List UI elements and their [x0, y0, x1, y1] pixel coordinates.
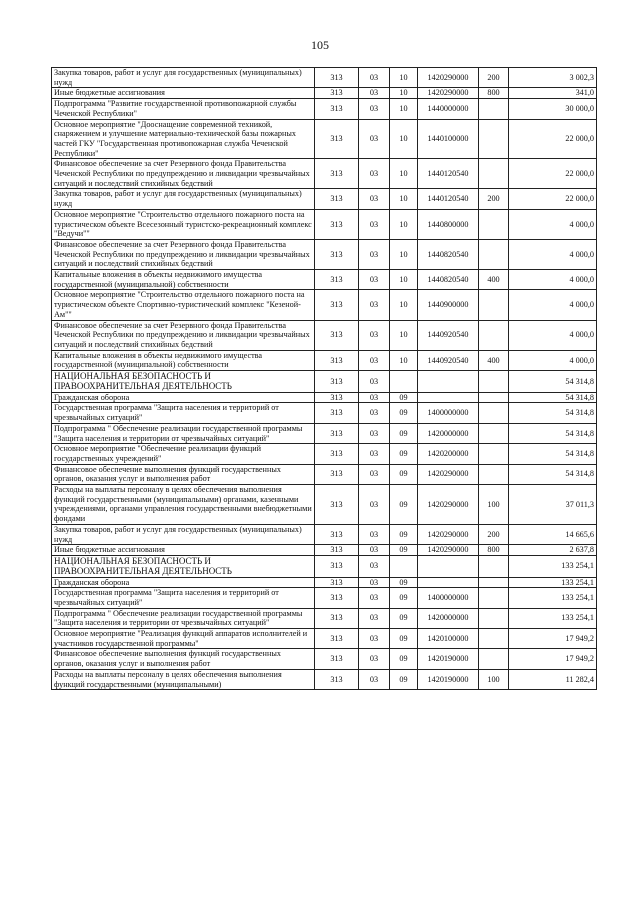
row-expense-type-cell [479, 608, 509, 628]
row-section-cell: 03 [359, 209, 390, 239]
row-section-cell: 03 [359, 99, 390, 119]
row-code-cell: 313 [315, 392, 359, 403]
row-target-article-cell: 1420290000 [418, 88, 479, 99]
table-row [52, 444, 597, 464]
row-name-cell: Основное мероприятие "Строительство отдельного пожарного поста на туристическом объекте Спортивно-туристический комплекс "Кезеной-Ам"" [52, 290, 315, 320]
row-expense-type-cell [479, 577, 509, 588]
table-row [52, 209, 597, 239]
row-section-cell: 03 [359, 119, 390, 159]
table-row [52, 290, 597, 320]
row-amount-cell: 14 665,6 [509, 524, 597, 544]
row-section-cell: 03 [359, 350, 390, 370]
row-code-cell: 313 [315, 68, 359, 88]
row-expense-type-cell: 200 [479, 524, 509, 544]
row-expense-type-cell: 200 [479, 189, 509, 209]
row-subsection-cell: 09 [390, 444, 418, 464]
row-code-cell: 313 [315, 270, 359, 290]
row-name-cell: Закупка товаров, работ и услуг для государственных (муниципальных) нужд [52, 524, 315, 544]
row-section-cell: 03 [359, 629, 390, 649]
table-row [52, 392, 597, 403]
row-expense-type-cell [479, 555, 509, 577]
row-amount-cell: 54 314,8 [509, 464, 597, 484]
row-target-article-cell: 1420190000 [418, 649, 479, 669]
table-row [52, 649, 597, 669]
row-subsection-cell: 10 [390, 119, 418, 159]
row-name-cell: Иные бюджетные ассигнования [52, 545, 315, 556]
table-row [52, 669, 597, 689]
row-target-article-cell: 1440120540 [418, 159, 479, 189]
table-row [52, 189, 597, 209]
row-expense-type-cell: 400 [479, 270, 509, 290]
row-amount-cell: 54 314,8 [509, 423, 597, 443]
row-amount-cell: 133 254,1 [509, 555, 597, 577]
row-name-cell: Расходы на выплаты персоналу в целях обеспечения выполнения функций государственными (муниципальными) органами, казенными учреждениями, органами управления государственными внебюджетными фондами [52, 485, 315, 525]
row-subsection-cell: 09 [390, 464, 418, 484]
table-row [52, 545, 597, 556]
row-code-cell: 313 [315, 189, 359, 209]
table-row [52, 320, 597, 350]
row-target-article-cell: 1440820540 [418, 239, 479, 269]
row-target-article-cell: 1440920540 [418, 350, 479, 370]
row-section-cell: 03 [359, 290, 390, 320]
row-section-cell: 03 [359, 189, 390, 209]
budget-table [51, 67, 597, 690]
row-section-cell: 03 [359, 577, 390, 588]
row-expense-type-cell [479, 99, 509, 119]
row-amount-cell: 4 000,0 [509, 290, 597, 320]
row-expense-type-cell [479, 371, 509, 393]
row-target-article-cell: 1420000000 [418, 423, 479, 443]
row-section-cell: 03 [359, 545, 390, 556]
row-code-cell: 313 [315, 555, 359, 577]
row-section-cell: 03 [359, 608, 390, 628]
row-amount-cell: 22 000,0 [509, 159, 597, 189]
row-code-cell: 313 [315, 371, 359, 393]
row-code-cell: 313 [315, 577, 359, 588]
row-subsection-cell [390, 371, 418, 393]
row-code-cell: 313 [315, 119, 359, 159]
row-target-article-cell: 1440920540 [418, 320, 479, 350]
row-expense-type-cell: 200 [479, 68, 509, 88]
row-expense-type-cell [479, 320, 509, 350]
row-amount-cell: 54 314,8 [509, 371, 597, 393]
row-section-cell: 03 [359, 403, 390, 423]
row-section-cell: 03 [359, 239, 390, 269]
row-subsection-cell: 10 [390, 290, 418, 320]
row-expense-type-cell: 800 [479, 88, 509, 99]
row-target-article-cell [418, 555, 479, 577]
row-expense-type-cell [479, 119, 509, 159]
budget-table-body [52, 68, 597, 690]
row-section-cell: 03 [359, 270, 390, 290]
row-name-cell: Капитальные вложения в объекты недвижимого имущества государственной (муниципальной) собственности [52, 350, 315, 370]
row-name-cell: Финансовое обеспечение за счет Резервного фонда Правительства Чеченской Республики по предупреждению и ликвидации чрезвычайных ситуаций и последствий стихийных бедствий [52, 239, 315, 269]
row-target-article-cell: 1420000000 [418, 608, 479, 628]
row-subsection-cell: 09 [390, 423, 418, 443]
row-amount-cell: 3 002,3 [509, 68, 597, 88]
row-amount-cell: 54 314,8 [509, 392, 597, 403]
table-row [52, 403, 597, 423]
row-code-cell: 313 [315, 629, 359, 649]
row-section-cell: 03 [359, 423, 390, 443]
row-code-cell: 313 [315, 350, 359, 370]
table-row [52, 485, 597, 525]
row-subsection-cell: 10 [390, 68, 418, 88]
row-target-article-cell: 1420290000 [418, 524, 479, 544]
table-row [52, 577, 597, 588]
row-code-cell: 313 [315, 209, 359, 239]
row-section-cell: 03 [359, 320, 390, 350]
row-code-cell: 313 [315, 464, 359, 484]
row-amount-cell: 341,0 [509, 88, 597, 99]
row-target-article-cell: 1440900000 [418, 290, 479, 320]
row-amount-cell: 4 000,0 [509, 350, 597, 370]
row-name-cell: Капитальные вложения в объекты недвижимого имущества государственной (муниципальной) собственности [52, 270, 315, 290]
row-subsection-cell: 10 [390, 189, 418, 209]
table-row [52, 68, 597, 88]
table-row [52, 629, 597, 649]
row-name-cell: Финансовое обеспечение за счет Резервного фонда Правительства Чеченской Республики по предупреждению и ликвидации чрезвычайных ситуаций и последствий стихийных бедствий [52, 320, 315, 350]
row-expense-type-cell [479, 629, 509, 649]
table-row [52, 555, 597, 577]
row-amount-cell: 30 000,0 [509, 99, 597, 119]
row-target-article-cell: 1420290000 [418, 68, 479, 88]
row-code-cell: 313 [315, 444, 359, 464]
row-subsection-cell: 10 [390, 270, 418, 290]
row-target-article-cell: 1420190000 [418, 669, 479, 689]
row-name-cell: НАЦИОНАЛЬНАЯ БЕЗОПАСНОСТЬ И ПРАВООХРАНИТЕЛЬНАЯ ДЕЯТЕЛЬНОСТЬ [52, 555, 315, 577]
row-subsection-cell: 09 [390, 392, 418, 403]
row-amount-cell: 133 254,1 [509, 588, 597, 608]
row-expense-type-cell: 400 [479, 350, 509, 370]
row-subsection-cell: 09 [390, 403, 418, 423]
row-subsection-cell: 09 [390, 588, 418, 608]
row-subsection-cell: 10 [390, 320, 418, 350]
row-code-cell: 313 [315, 649, 359, 669]
row-code-cell: 313 [315, 485, 359, 525]
row-section-cell: 03 [359, 649, 390, 669]
row-expense-type-cell [479, 444, 509, 464]
row-subsection-cell: 10 [390, 239, 418, 269]
row-section-cell: 03 [359, 464, 390, 484]
row-subsection-cell: 09 [390, 577, 418, 588]
row-target-article-cell [418, 392, 479, 403]
row-name-cell: Финансовое обеспечение за счет Резервного фонда Правительства Чеченской Республики по предупреждению и ликвидации чрезвычайных ситуаций и последствий стихийных бедствий [52, 159, 315, 189]
row-target-article-cell [418, 371, 479, 393]
row-section-cell: 03 [359, 669, 390, 689]
row-expense-type-cell [479, 423, 509, 443]
row-name-cell: Подпрограмма " Обеспечение реализации государственной программы "Защита населения и территории от чрезвычайных ситуаций" [52, 608, 315, 628]
row-amount-cell: 133 254,1 [509, 577, 597, 588]
row-code-cell: 313 [315, 239, 359, 269]
row-subsection-cell: 09 [390, 649, 418, 669]
row-subsection-cell: 09 [390, 485, 418, 525]
row-expense-type-cell [479, 588, 509, 608]
table-row [52, 371, 597, 393]
row-target-article-cell: 1440100000 [418, 119, 479, 159]
row-amount-cell: 11 282,4 [509, 669, 597, 689]
row-name-cell: Гражданская оборона [52, 577, 315, 588]
row-section-cell: 03 [359, 392, 390, 403]
table-row [52, 159, 597, 189]
row-target-article-cell: 1420200000 [418, 444, 479, 464]
row-amount-cell: 22 000,0 [509, 189, 597, 209]
row-section-cell: 03 [359, 524, 390, 544]
row-section-cell: 03 [359, 371, 390, 393]
row-target-article-cell: 1440820540 [418, 270, 479, 290]
row-amount-cell: 4 000,0 [509, 270, 597, 290]
row-amount-cell: 22 000,0 [509, 119, 597, 159]
table-row [52, 239, 597, 269]
row-code-cell: 313 [315, 159, 359, 189]
table-row [52, 524, 597, 544]
row-subsection-cell: 10 [390, 350, 418, 370]
row-code-cell: 313 [315, 545, 359, 556]
table-row [52, 608, 597, 628]
row-code-cell: 313 [315, 88, 359, 99]
row-name-cell: Основное мероприятие "Строительство отдельного пожарного поста на туристическом объекте Всесезонный туристско-рекреационный комплекс "Ведучи"" [52, 209, 315, 239]
row-amount-cell: 4 000,0 [509, 209, 597, 239]
table-row [52, 423, 597, 443]
row-amount-cell: 37 011,3 [509, 485, 597, 525]
row-name-cell: Закупка товаров, работ и услуг для государственных (муниципальных) нужд [52, 68, 315, 88]
row-name-cell: Финансовое обеспечение выполнения функций государственных органов, оказания услуг и выполнения работ [52, 464, 315, 484]
row-target-article-cell: 1400000000 [418, 588, 479, 608]
row-section-cell: 03 [359, 159, 390, 189]
row-target-article-cell: 1400000000 [418, 403, 479, 423]
row-code-cell: 313 [315, 608, 359, 628]
row-target-article-cell: 1420290000 [418, 545, 479, 556]
row-name-cell: Гражданская оборона [52, 392, 315, 403]
row-name-cell: Основное мероприятие "Обеспечение реализации функций государственных учреждений" [52, 444, 315, 464]
row-subsection-cell: 10 [390, 159, 418, 189]
row-amount-cell: 54 314,8 [509, 444, 597, 464]
row-code-cell: 313 [315, 403, 359, 423]
row-expense-type-cell: 800 [479, 545, 509, 556]
row-expense-type-cell [479, 159, 509, 189]
row-name-cell: Подпрограмма "Развитие государственной противопожарной службы Чеченской Республики" [52, 99, 315, 119]
row-amount-cell: 4 000,0 [509, 320, 597, 350]
row-expense-type-cell [479, 649, 509, 669]
row-name-cell: Финансовое обеспечение выполнения функций государственных органов, оказания услуг и выполнения работ [52, 649, 315, 669]
row-amount-cell: 2 637,8 [509, 545, 597, 556]
row-subsection-cell: 09 [390, 524, 418, 544]
row-amount-cell: 133 254,1 [509, 608, 597, 628]
row-section-cell: 03 [359, 485, 390, 525]
row-subsection-cell: 10 [390, 88, 418, 99]
row-expense-type-cell [479, 290, 509, 320]
row-amount-cell: 17 949,2 [509, 649, 597, 669]
table-row [52, 99, 597, 119]
row-name-cell: Подпрограмма " Обеспечение реализации государственной программы "Защита населения и территории от чрезвычайных ситуаций" [52, 423, 315, 443]
row-code-cell: 313 [315, 669, 359, 689]
row-name-cell: Иные бюджетные ассигнования [52, 88, 315, 99]
row-code-cell: 313 [315, 320, 359, 350]
table-row [52, 350, 597, 370]
row-code-cell: 313 [315, 290, 359, 320]
row-subsection-cell: 10 [390, 99, 418, 119]
row-expense-type-cell [479, 209, 509, 239]
row-name-cell: Основное мероприятие "Реализация функций аппаратов исполнителей и участников государственной программы" [52, 629, 315, 649]
table-row [52, 588, 597, 608]
row-subsection-cell: 09 [390, 629, 418, 649]
row-name-cell: Основное мероприятие "Дооснащение современной техникой, снаряжением и улучшение материально-технической базы пожарных частей ГКУ "Государственная противопожарная служба Чеченской Республики" [52, 119, 315, 159]
row-code-cell: 313 [315, 588, 359, 608]
row-target-article-cell: 1440800000 [418, 209, 479, 239]
row-target-article-cell: 1440000000 [418, 99, 479, 119]
row-expense-type-cell: 100 [479, 485, 509, 525]
row-name-cell: Расходы на выплаты персоналу в целях обеспечения выполнения функций государственными (муниципальными) [52, 669, 315, 689]
row-target-article-cell: 1440120540 [418, 189, 479, 209]
row-name-cell: Закупка товаров, работ и услуг для государственных (муниципальных) нужд [52, 189, 315, 209]
row-name-cell: НАЦИОНАЛЬНАЯ БЕЗОПАСНОСТЬ И ПРАВООХРАНИТЕЛЬНАЯ ДЕЯТЕЛЬНОСТЬ [52, 371, 315, 393]
row-expense-type-cell [479, 239, 509, 269]
row-name-cell: Государственная программа "Защита населения и территорий от чрезвычайных ситуаций" [52, 588, 315, 608]
row-section-cell: 03 [359, 555, 390, 577]
row-expense-type-cell [479, 464, 509, 484]
row-expense-type-cell [479, 403, 509, 423]
row-target-article-cell: 1420290000 [418, 464, 479, 484]
row-subsection-cell: 09 [390, 545, 418, 556]
row-amount-cell: 54 314,8 [509, 403, 597, 423]
row-code-cell: 313 [315, 99, 359, 119]
row-subsection-cell: 10 [390, 209, 418, 239]
row-amount-cell: 4 000,0 [509, 239, 597, 269]
table-row [52, 464, 597, 484]
row-subsection-cell: 09 [390, 669, 418, 689]
row-section-cell: 03 [359, 88, 390, 99]
row-section-cell: 03 [359, 444, 390, 464]
row-target-article-cell [418, 577, 479, 588]
row-name-cell: Государственная программа "Защита населения и территорий от чрезвычайных ситуаций" [52, 403, 315, 423]
row-section-cell: 03 [359, 588, 390, 608]
row-section-cell: 03 [359, 68, 390, 88]
row-code-cell: 313 [315, 524, 359, 544]
row-subsection-cell: 09 [390, 608, 418, 628]
row-amount-cell: 17 949,2 [509, 629, 597, 649]
row-subsection-cell [390, 555, 418, 577]
table-row [52, 270, 597, 290]
row-expense-type-cell [479, 392, 509, 403]
table-row [52, 119, 597, 159]
page-number: 105 [311, 38, 329, 52]
row-code-cell: 313 [315, 423, 359, 443]
row-expense-type-cell: 100 [479, 669, 509, 689]
table-row [52, 88, 597, 99]
row-target-article-cell: 1420100000 [418, 629, 479, 649]
row-target-article-cell: 1420290000 [418, 485, 479, 525]
